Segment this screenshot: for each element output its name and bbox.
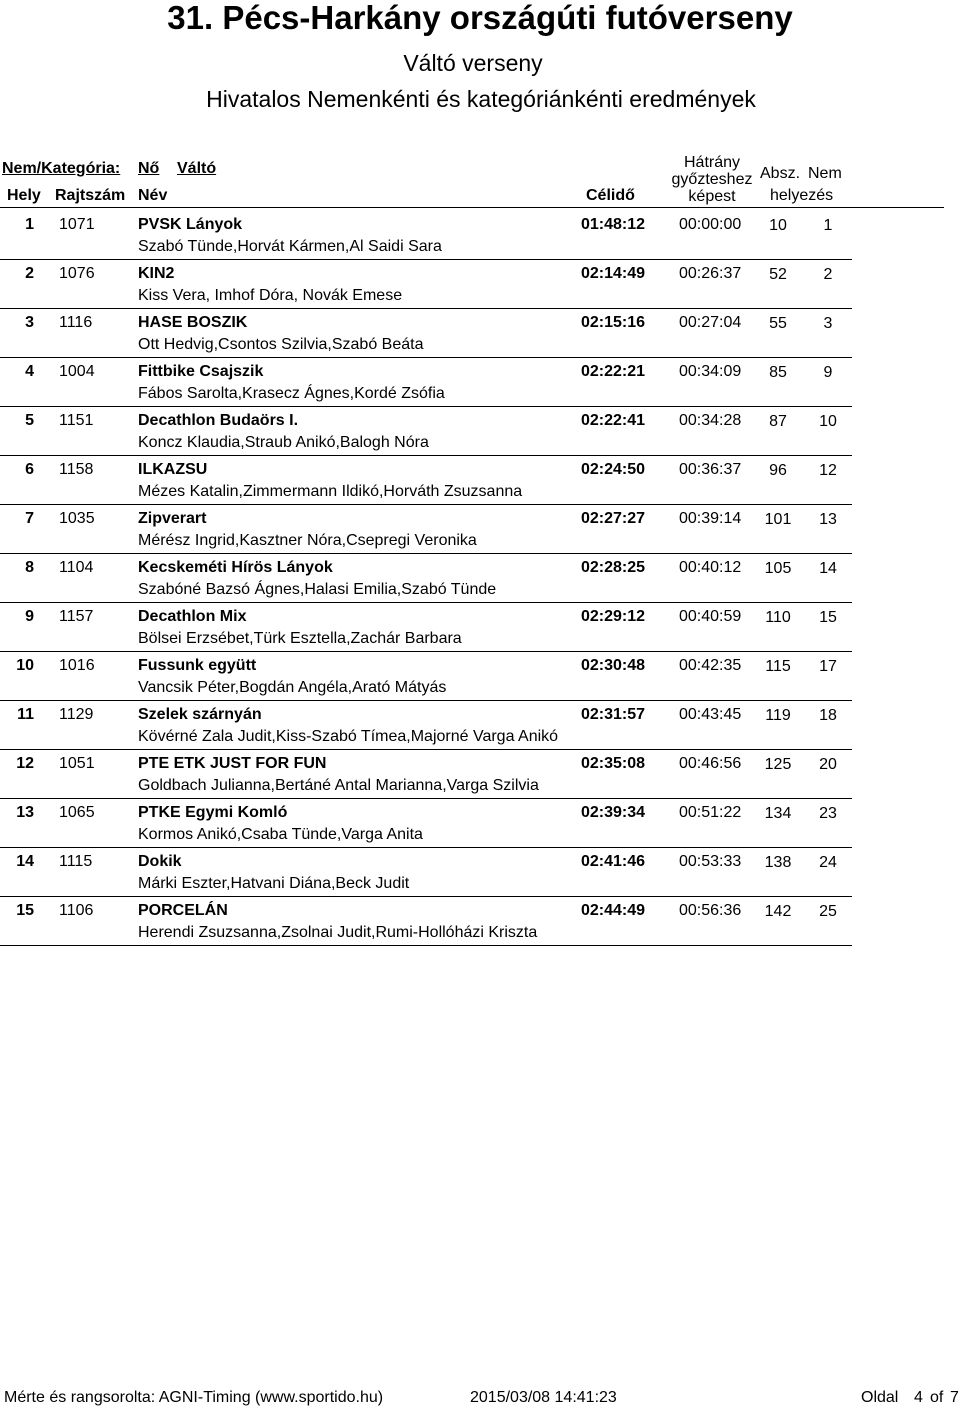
result-gap-to-winner: 00:46:56 — [679, 755, 742, 772]
result-team-members: Mérész Ingrid,Kasztner Nóra,Csepregi Veronika — [138, 532, 477, 549]
filter-label: Nem/Kategória: — [2, 160, 121, 177]
result-place: 9 — [25, 608, 34, 625]
result-row — [0, 211, 960, 260]
result-team-name: Zipverart — [138, 510, 207, 527]
result-place: 6 — [25, 461, 34, 478]
result-row — [0, 260, 960, 309]
result-finish-time: 01:48:12 — [581, 216, 646, 233]
result-gap-to-winner: 00:26:37 — [679, 265, 742, 282]
result-place: 14 — [16, 853, 34, 870]
result-team-members: Márki Eszter,Hatvani Diána,Beck Judit — [138, 875, 410, 892]
result-category-place: 1 — [823, 217, 833, 234]
result-place: 8 — [25, 559, 34, 576]
column-header-gap-3: képest — [688, 188, 736, 205]
result-team-members: Vancsik Péter,Bogdán Angéla,Arató Mátyás — [138, 679, 447, 696]
result-finish-time: 02:44:49 — [581, 902, 646, 919]
result-place: 12 — [16, 755, 34, 772]
result-team-name: Decathlon Mix — [138, 608, 247, 625]
result-gap-to-winner: 00:34:28 — [679, 412, 742, 429]
result-finish-time: 02:24:50 — [581, 461, 646, 478]
result-gap-to-winner: 00:43:45 — [679, 706, 742, 723]
result-category-place: 24 — [819, 854, 837, 871]
result-team-members: Kiss Vera, Imhof Dóra, Novák Emese — [138, 287, 403, 304]
result-team-name: ILKAZSU — [138, 461, 208, 478]
result-row — [0, 505, 960, 554]
footer-timestamp: 2015/03/08 14:41:23 — [470, 1389, 617, 1406]
result-category-place: 10 — [819, 413, 837, 430]
result-row — [0, 750, 960, 799]
result-bib: 1157 — [59, 608, 94, 625]
result-finish-time: 02:15:16 — [581, 314, 646, 331]
result-absolute-place: 115 — [765, 658, 791, 675]
result-gap-to-winner: 00:53:33 — [679, 853, 742, 870]
column-header-cat-1: Nem — [808, 165, 842, 182]
result-category-place: 25 — [819, 903, 837, 920]
result-place: 15 — [16, 902, 34, 919]
result-team-name: PTE ETK JUST FOR FUN — [138, 755, 327, 772]
result-place: 7 — [25, 510, 34, 527]
result-bib: 1016 — [59, 657, 95, 674]
result-bib: 1106 — [59, 902, 94, 919]
result-category-place: 14 — [819, 560, 837, 577]
result-absolute-place: 105 — [764, 560, 792, 577]
footer-credit: Mérte és rangsorolta: AGNI-Timing (www.sportido.hu) — [4, 1389, 384, 1406]
result-row — [0, 603, 960, 652]
result-row — [0, 407, 960, 456]
footer-page-total: 7 — [950, 1389, 959, 1406]
result-absolute-place: 119 — [765, 707, 791, 724]
result-bib: 1076 — [59, 265, 95, 282]
result-row — [0, 309, 960, 358]
result-gap-to-winner: 00:42:35 — [679, 657, 742, 674]
result-finish-time: 02:14:49 — [581, 265, 646, 282]
result-team-members: Szabó Tünde,Horvát Kármen,Al Saidi Sara — [138, 238, 442, 255]
result-row — [0, 358, 960, 407]
result-finish-time: 02:22:41 — [581, 412, 646, 429]
result-category-place: 15 — [819, 609, 837, 626]
result-team-name: KIN2 — [138, 265, 175, 282]
result-place: 11 — [17, 706, 34, 723]
result-team-name: PTKE Egymi Komló — [138, 804, 288, 821]
result-bib: 1116 — [59, 314, 93, 331]
result-gap-to-winner: 00:40:59 — [679, 608, 742, 625]
result-gap-to-winner: 00:39:14 — [679, 510, 742, 527]
result-bib: 1065 — [59, 804, 95, 821]
result-team-name: PORCELÁN — [138, 902, 228, 919]
result-team-members: Fábos Sarolta,Krasecz Ágnes,Kordé Zsófia — [138, 385, 445, 402]
column-header-place: Hely — [7, 187, 41, 204]
result-team-members: Kövérné Zala Judit,Kiss-Szabó Tímea,Majorné Varga Anikó — [138, 728, 559, 745]
column-header-gap-2: győzteshez — [671, 171, 753, 188]
result-category-place: 9 — [823, 364, 833, 381]
result-finish-time: 02:31:57 — [581, 706, 646, 723]
result-row — [0, 701, 960, 750]
row-divider — [0, 945, 852, 946]
page-subtitle-2: Hivatalos Nemenkénti és kategóriánkénti eredmények — [206, 86, 756, 112]
filter-category: Váltó — [177, 160, 217, 177]
header-divider — [0, 207, 944, 208]
result-bib: 1158 — [59, 461, 94, 478]
result-team-members: Bölsei Erzsébet,Türk Esztella,Zachár Barbara — [138, 630, 462, 647]
result-row — [0, 554, 960, 603]
footer-page-number: 4 — [914, 1389, 923, 1406]
result-bib: 1129 — [59, 706, 94, 723]
result-finish-time: 02:35:08 — [581, 755, 646, 772]
result-bib: 1071 — [59, 216, 95, 233]
result-place: 2 — [25, 265, 34, 282]
result-absolute-place: 96 — [769, 462, 787, 479]
result-team-name: Fussunk együtt — [138, 657, 257, 674]
column-header-name: Név — [138, 187, 168, 204]
result-row — [0, 799, 960, 848]
result-absolute-place: 125 — [764, 756, 792, 773]
result-absolute-place: 110 — [765, 609, 791, 626]
result-category-place: 18 — [819, 707, 837, 724]
column-header-gap-1: Hátrány — [683, 154, 741, 171]
result-team-name: Kecskeméti Hírös Lányok — [138, 559, 333, 576]
page-title: 31. Pécs-Harkány országúti futóverseny — [167, 0, 793, 36]
column-header-time: Célidő — [586, 187, 635, 204]
column-header-cat-2: helyezés — [770, 187, 834, 204]
result-bib: 1151 — [59, 412, 94, 429]
result-place: 10 — [16, 657, 34, 674]
result-finish-time: 02:27:27 — [581, 510, 646, 527]
result-absolute-place: 10 — [769, 217, 787, 234]
result-category-place: 17 — [819, 658, 837, 675]
result-finish-time: 02:30:48 — [581, 657, 646, 674]
result-team-name: Dokik — [138, 853, 182, 870]
result-team-name: Szelek szárnyán — [138, 706, 262, 723]
result-bib: 1115 — [59, 853, 93, 870]
page-subtitle: Váltó verseny — [403, 50, 543, 76]
result-team-members: Herendi Zsuzsanna,Zsolnai Judit,Rumi-Hollóházi Kriszta — [138, 924, 538, 941]
result-team-name: Fittbike Csajszik — [138, 363, 264, 380]
result-finish-time: 02:39:34 — [581, 804, 646, 821]
result-category-place: 23 — [819, 805, 837, 822]
result-team-members: Kormos Anikó,Csaba Tünde,Varga Anita — [138, 826, 423, 843]
result-absolute-place: 87 — [769, 413, 787, 430]
result-absolute-place: 55 — [769, 315, 787, 332]
result-absolute-place: 85 — [769, 364, 787, 381]
result-bib: 1004 — [59, 363, 95, 380]
result-finish-time: 02:41:46 — [581, 853, 646, 870]
result-finish-time: 02:28:25 — [581, 559, 646, 576]
result-row — [0, 456, 960, 505]
result-absolute-place: 52 — [769, 266, 787, 283]
column-header-bib: Rajtszám — [55, 187, 126, 204]
result-place: 3 — [25, 314, 34, 331]
result-gap-to-winner: 00:00:00 — [679, 216, 742, 233]
result-team-name: HASE BOSZIK — [138, 314, 248, 331]
result-place: 5 — [25, 412, 34, 429]
result-absolute-place: 138 — [764, 854, 792, 871]
result-absolute-place: 101 — [764, 511, 792, 528]
result-gap-to-winner: 00:56:36 — [679, 902, 742, 919]
result-bib: 1035 — [59, 510, 95, 527]
result-finish-time: 02:29:12 — [581, 608, 646, 625]
result-team-members: Ott Hedvig,Csontos Szilvia,Szabó Beáta — [138, 336, 424, 353]
result-team-name: PVSK Lányok — [138, 216, 243, 233]
result-team-members: Mézes Katalin,Zimmermann Ildikó,Horváth Zsuzsanna — [138, 483, 523, 500]
result-category-place: 2 — [823, 266, 833, 283]
result-category-place: 13 — [819, 511, 837, 528]
result-gap-to-winner: 00:34:09 — [679, 363, 742, 380]
result-place: 4 — [25, 363, 34, 380]
result-team-members: Szabóné Bazsó Ágnes,Halasi Emilia,Szabó Tünde — [138, 581, 497, 598]
result-gap-to-winner: 00:27:04 — [679, 314, 742, 331]
result-row — [0, 652, 960, 701]
column-header-abs: Absz. — [760, 165, 801, 182]
result-bib: 1051 — [59, 755, 95, 772]
footer-of-label: of — [930, 1389, 944, 1406]
result-row — [0, 848, 960, 897]
filter-gender: Nő — [138, 160, 160, 177]
result-category-place: 20 — [819, 756, 837, 773]
result-category-place: 3 — [823, 315, 833, 332]
result-team-members: Goldbach Julianna,Bertáné Antal Marianna,Varga Szilvia — [138, 777, 539, 794]
result-row — [0, 897, 960, 946]
result-gap-to-winner: 00:36:37 — [679, 461, 742, 478]
footer-page-label: Oldal — [861, 1389, 899, 1406]
result-team-name: Decathlon Budaörs I. — [138, 412, 299, 429]
result-bib: 1104 — [59, 559, 94, 576]
result-finish-time: 02:22:21 — [581, 363, 646, 380]
result-gap-to-winner: 00:40:12 — [679, 559, 742, 576]
result-gap-to-winner: 00:51:22 — [679, 804, 742, 821]
result-place: 13 — [16, 804, 34, 821]
result-place: 1 — [25, 216, 34, 233]
result-absolute-place: 134 — [764, 805, 792, 822]
result-team-members: Koncz Klaudia,Straub Anikó,Balogh Nóra — [138, 434, 429, 451]
result-category-place: 12 — [819, 462, 837, 479]
result-absolute-place: 142 — [764, 903, 792, 920]
